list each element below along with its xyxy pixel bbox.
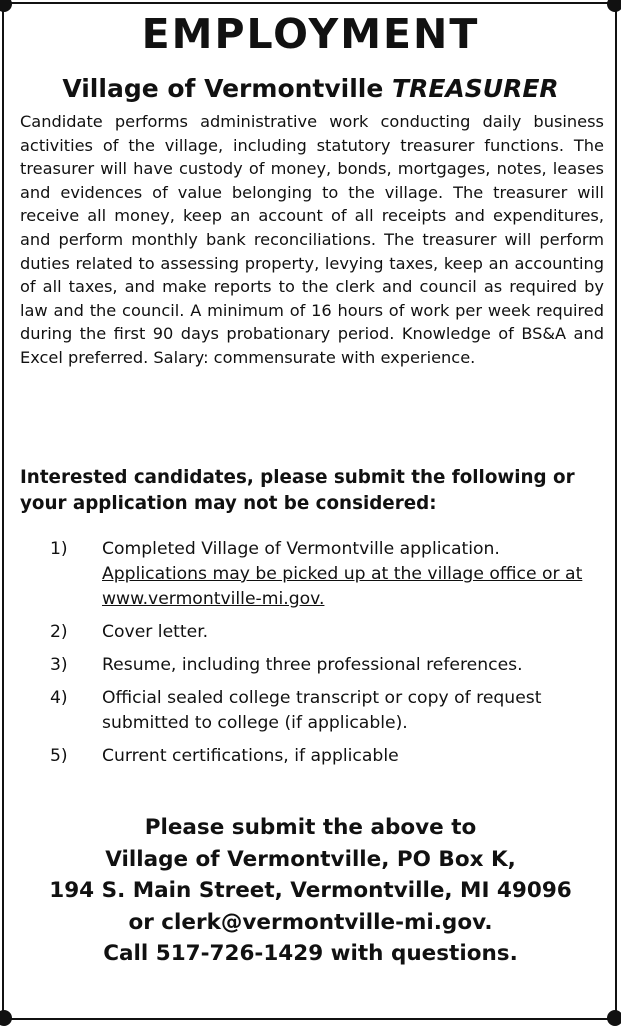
item-text: Completed Village of Vermontville application. xyxy=(102,539,500,559)
village-name: Village of Vermontville xyxy=(62,74,384,103)
item-number: 5) xyxy=(50,746,68,766)
list-item xyxy=(50,620,604,645)
ad-title: EMPLOYMENT xyxy=(141,10,480,58)
ad-subtitle xyxy=(0,73,621,105)
list-item xyxy=(50,744,604,769)
position-title: TREASURER xyxy=(392,74,559,103)
closing-block xyxy=(0,812,621,970)
item-text: Resume, including three professional references. xyxy=(102,655,523,675)
list-item xyxy=(50,537,604,612)
item-number: 3) xyxy=(50,655,68,675)
item-number: 1) xyxy=(50,539,68,559)
application-link[interactable]: Applications may be picked up at the village office or at www.vermontville-mi.gov. xyxy=(102,564,583,609)
job-description: Candidate performs administrative work conducting daily business activities of the village, including statutory treasurer functions. The treasurer will have custody of money, bonds, mortgages, notes, leases and evidences of value belonging to the village. The treasurer will receive all money, keep an account of all receipts and expenditures, and perform monthly bank reconciliations. The treasurer will perform duties related to assessing property, levying taxes, keep an accounting of all taxes, and make reports to the clerk and council as required by law and the council. A minimum of 16 hours of work per week required during the first 90 days probationary period. Knowledge of BS&A and Excel preferred. Salary: commensurate with experience. xyxy=(20,112,604,367)
closing-line: Call 517-726-1429 with questions. xyxy=(103,941,518,966)
requirements-list xyxy=(50,537,604,777)
item-number: 4) xyxy=(50,688,68,708)
closing-line: Village of Vermontville, PO Box K, xyxy=(105,846,516,872)
item-number: 2) xyxy=(50,622,68,642)
closing-line: Please submit the above to xyxy=(144,815,477,840)
item-text: Cover letter. xyxy=(102,622,209,642)
interested-heading: Interested candidates, please submit the following or your application may not be considered: xyxy=(20,467,575,514)
list-item xyxy=(50,686,604,736)
closing-line: 194 S. Main Street, Vermontville, MI 49096 xyxy=(49,878,572,903)
list-item xyxy=(50,653,604,678)
item-text: Official sealed college transcript or copy of request submitted to college (if applicable). xyxy=(102,688,542,733)
closing-line: or clerk@vermontville-mi.gov. xyxy=(128,909,493,935)
item-text: Current certifications, if applicable xyxy=(102,746,399,766)
